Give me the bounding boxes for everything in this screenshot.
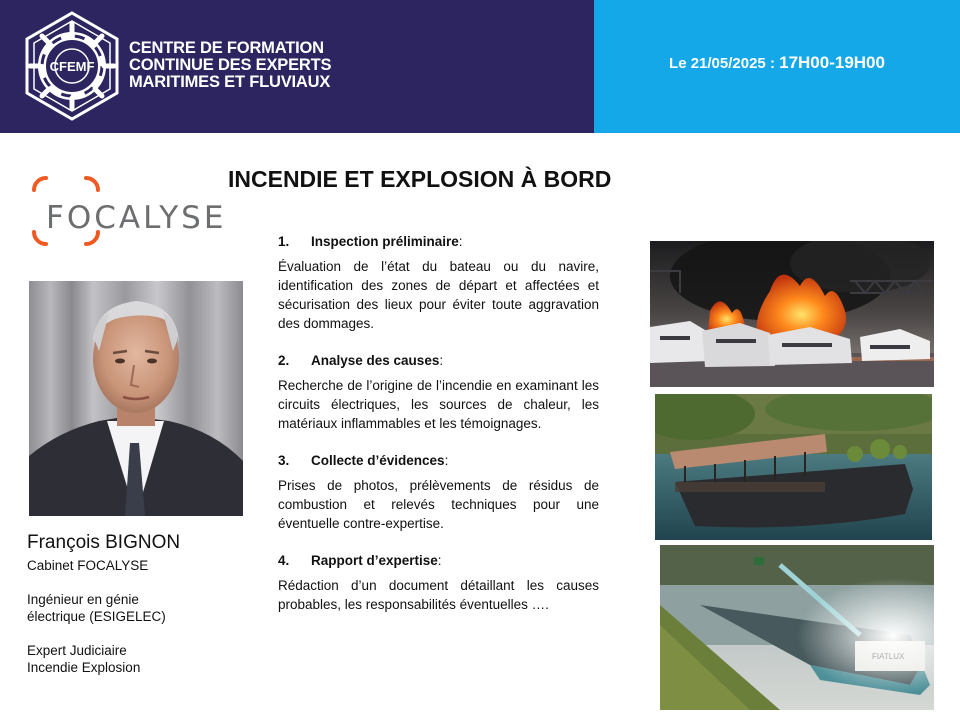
- speaker-title-line-1: Expert Judiciaire: [27, 643, 127, 658]
- organization-name: [129, 40, 331, 91]
- date-box: [594, 0, 960, 133]
- speaker-degree-line-2: électrique (ESIGELEC): [27, 609, 166, 624]
- speaker-photo: [29, 281, 243, 516]
- step-1: 1. Inspection préliminaire : Évaluation de l’état du bateau ou du navire, identification des zones de départ et affectées et sécurisation des lieux pour éviter toute aggravation des dommages.: [278, 234, 599, 331]
- step-number: 2.: [278, 353, 290, 368]
- page-title: INCENDIE ET EXPLOSION À BORD: [228, 166, 612, 192]
- cfemf-logo-text: CFEMF: [49, 59, 95, 74]
- step-2: 2. Analyse des causes : Recherche de l’origine de l’incendie en examinant les circuits électriques, les sources de chaleur, les matériaux inflammables et les témoignages.: [278, 353, 599, 431]
- step-3: 3. Collecte d’évidences : Prises de photos, prélèvements de résidus de combustion et relevés techniques pour une éventuelle contre-expertise.: [278, 453, 599, 531]
- date-label: Le 21/05/2025 :: [669, 54, 780, 72]
- step-number: 3.: [278, 453, 290, 468]
- step-title: Collecte d’évidences: [311, 453, 445, 468]
- speaker-degree-line-1: Ingénieur en génie: [27, 592, 139, 607]
- sunken-barge-photo: [660, 545, 934, 710]
- org-line-2: CONTINUE DES EXPERTS: [129, 56, 332, 74]
- step-4: 4. Rapport d’expertise : Rédaction d’un document détaillant les causes probables, les responsabilités éventuelles ….: [278, 553, 599, 612]
- burnt-barge-photo: [655, 394, 932, 540]
- speaker-firm: Cabinet FOCALYSE: [27, 558, 149, 573]
- steps-list: [278, 232, 599, 632]
- step-number: 4.: [278, 553, 290, 568]
- step-number: 1.: [278, 234, 290, 249]
- speaker-name: François BIGNON: [27, 532, 181, 553]
- org-line-1: CENTRE DE FORMATION: [129, 39, 324, 57]
- speaker-title-line-2: Incendie Explosion: [27, 660, 141, 675]
- step-description: Évaluation de l’état du bateau ou du navire, identification des zones de départ et affectées et sécurisation des lieux pour éviter toute aggravation des dommages.: [278, 259, 599, 331]
- focalyse-logo: [28, 170, 227, 260]
- focalyse-wordmark: FOCALYSE: [46, 200, 227, 236]
- step-description: Rédaction d’un document détaillant les causes probables, les responsabilités éventuelles ….: [278, 578, 599, 612]
- org-line-3: MARITIMES ET FLUVIAUX: [129, 73, 331, 91]
- step-description: Prises de photos, prélèvements de résidus de combustion et relevés techniques pour une éventuelle contre-expertise.: [278, 478, 599, 531]
- step-title: Rapport d’expertise: [311, 553, 438, 568]
- speaker-info: [27, 532, 257, 676]
- time-range: 17H00-19H00: [779, 52, 885, 72]
- session-date: [669, 53, 885, 73]
- step-description: Recherche de l’origine de l’incendie en examinant les circuits électriques, les sources de chaleur, les matériaux inflammables et les témoignages.: [278, 378, 599, 431]
- boat-fire-photo: [650, 241, 934, 387]
- cfemf-logo: [16, 10, 128, 122]
- step-title: Inspection préliminaire: [311, 234, 459, 249]
- step-title: Analyse des causes: [311, 353, 440, 368]
